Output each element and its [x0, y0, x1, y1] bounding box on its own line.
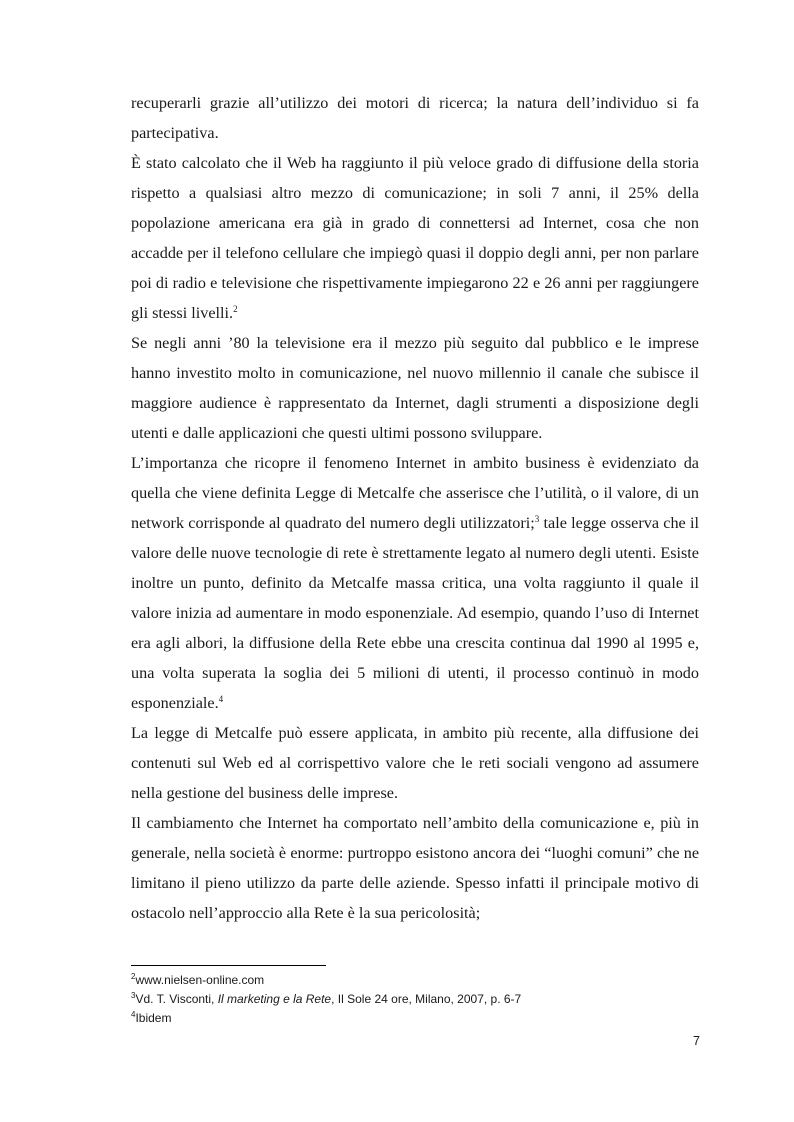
footnote-ref: 2 [233, 304, 238, 314]
paragraph: Il cambiamento che Internet ha comportato nell’ambito della comunicazione e, più in generale, nella società è enorme: purtroppo esistono ancora dei “luoghi comuni” che ne limitano il pieno utilizzo da parte delle aziende. Spesso infatti il principale motivo di ostacolo nell’approccio alla Rete è la sua pericolosità; [131, 814, 699, 922]
body-text [131, 88, 699, 928]
footnote-ref: 4 [218, 694, 224, 704]
paragraph: È stato calcolato che il Web ha raggiunto il più veloce grado di diffusione della storia rispetto a qualsiasi altro mezzo di comunicazione; in soli 7 anni, il 25% della popolazione americana era già in grado di connettersi ad Internet, cosa che non accadde per il telefono cellulare che impiegò quasi il doppio degli anni, per non parlare poi di radio e televisione che rispettivamente impiegarono 22 e 26 anni per raggiungere gli stessi livelli.$^2$ [131, 154, 699, 322]
footnote-separator [131, 965, 326, 966]
footnotes [131, 971, 699, 1028]
paragraph: La legge di Metcalfe può essere applicata, in ambito più recente, alla diffusione dei contenuti sul Web ed al corrispettivo valore che le reti sociali vengono ad assumere nella gestione del business delle imprese. [131, 724, 699, 802]
paragraph: Se negli anni ’80 la televisione era il mezzo più seguito dal pubblico e le imprese hanno investito molto in comunicazione, nel nuovo millennio il canale che subisce il maggiore audience è rappresentato da Internet, dagli strumenti a disposizione degli utenti e dalle applicazioni che questi ultimi possono sviluppare. [131, 334, 699, 442]
footnote-number: 2 [131, 972, 136, 981]
footnote-link: www.nielsen-online.com [135, 973, 265, 987]
footnote-ref: 3 [534, 514, 540, 524]
footnote: $^4$Ibidem [131, 1010, 172, 1025]
paragraph: L’importanza che ricopre il fenomeno Internet in ambito business è evidenziato da quella che viene definita Legge di Metcalfe che asserisce che l’utilità, o il valore, di un network corrisponde al quadrato del numero degli utilizzatori;$^3$ tale legge osserva che il valore delle nuove tecnologie di rete è strettamente legato al numero degli utenti. Esiste inoltre un punto, definito da Metcalfe massa critica, una volta raggiunto il quale il valore inizia ad aumentare in modo esponenziale. Ad esempio, quando l’uso di Internet era agli albori, la diffusione della Rete ebbe una crescita continua dal 1990 al 1995 e, una volta superata la soglia dei 5 milioni di utenti, il processo continuò in modo esponenziale.$^4$ [131, 454, 699, 712]
paragraph: recuperarli grazie all’utilizzo dei motori di ricerca; la natura dell’individuo si fa partecipativa. [131, 94, 699, 142]
footnote: $^3$Vd. T. Visconti, Il marketing e la Rete, Il Sole 24 ore, Milano, 2007, p. 6-7 [131, 991, 522, 1006]
page-number: 7 [693, 1034, 700, 1048]
footnote [131, 971, 699, 990]
book-title: Il marketing e la Rete [217, 992, 332, 1006]
footnote-number: 3 [131, 991, 136, 1000]
footnote-number: 4 [131, 1010, 136, 1019]
